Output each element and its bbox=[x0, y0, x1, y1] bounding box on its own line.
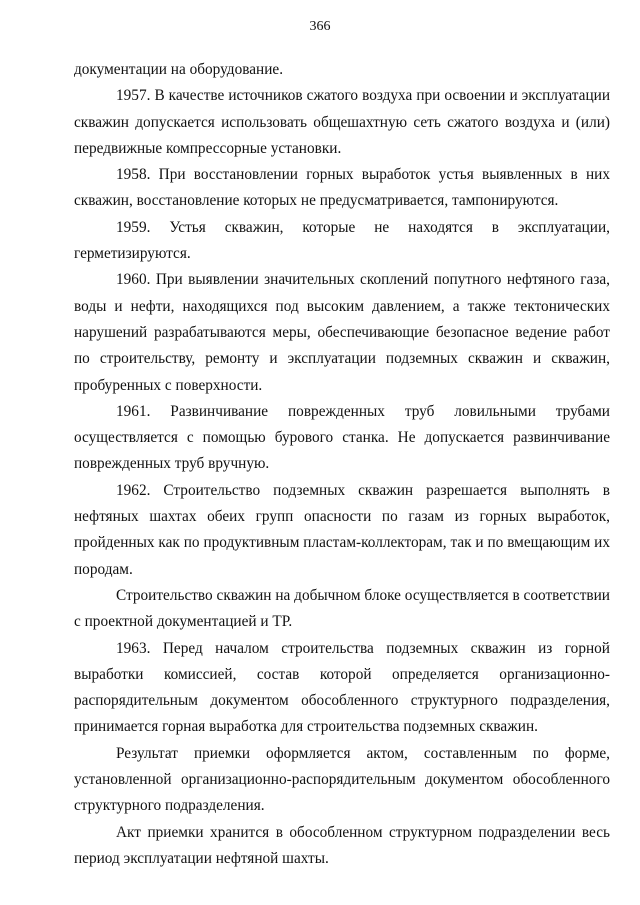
paragraph-1957: 1957. В качестве источников сжатого воздуха при освоении и эксплуатации скважин допускается использовать общешахтную сеть сжатого воздуха и (или) передвижные компрессорные установки. bbox=[74, 87, 610, 157]
paragraph-continuation: документации на оборудование. bbox=[74, 61, 284, 78]
page-number: 366 bbox=[309, 19, 331, 34]
document-body bbox=[74, 57, 610, 872]
paragraph-1959: 1959. Устья скважин, которые не находятся в эксплуатации, герметизируются. bbox=[74, 218, 610, 263]
paragraph-1958: 1958. При восстановлении горных выработок устья выявленных в них скважин, восстановление которых не предусматривается, тампонируются. bbox=[74, 166, 610, 210]
paragraph-1962: 1962. Строительство подземных скважин разрешается выполнять в нефтяных шахтах обеих групп опасности по газам из горных выработок, пройденных как по продуктивным пластам-коллекторам, так и по вмещающим их породам. bbox=[74, 481, 610, 578]
paragraph-1960: 1960. При выявлении значительных скоплений попутного нефтяного газа, воды и нефти, находящихся под высоким давлением, а также тектонических нарушений разрабатываются меры, обеспечивающие безопасное ведение работ по строительству, ремонту и эксплуатации подземных скважин и скважин, пробуренных с поверхности. bbox=[74, 271, 610, 394]
paragraph-1963-act-storage: Акт приемки хранится в обособленном структурном подразделении весь период эксплуатации нефтяной шахты. bbox=[74, 823, 610, 867]
paragraph-1963-result: Результат приемки оформляется актом, составленным по форме, установленной организационно-распорядительным документом обособленного структурного подразделения. bbox=[74, 744, 610, 815]
paragraph-1961: 1961. Развинчивание поврежденных труб ловильными трубами осуществляется с помощью бурового станка. Не допускается развинчивание поврежденных труб вручную. bbox=[74, 402, 610, 473]
paragraph-1963: 1963. Перед началом строительства подземных скважин из горной выработки комиссией, состав которой определяется организационно-распорядительным документом обособленного структурного подразделения, принимается горная выработка для строительства подземных скважин. bbox=[74, 639, 610, 736]
paragraph-1962-continued: Строительство скважин на добычном блоке осуществляется в соответствии с проектной документацией и ТР. bbox=[74, 586, 610, 631]
